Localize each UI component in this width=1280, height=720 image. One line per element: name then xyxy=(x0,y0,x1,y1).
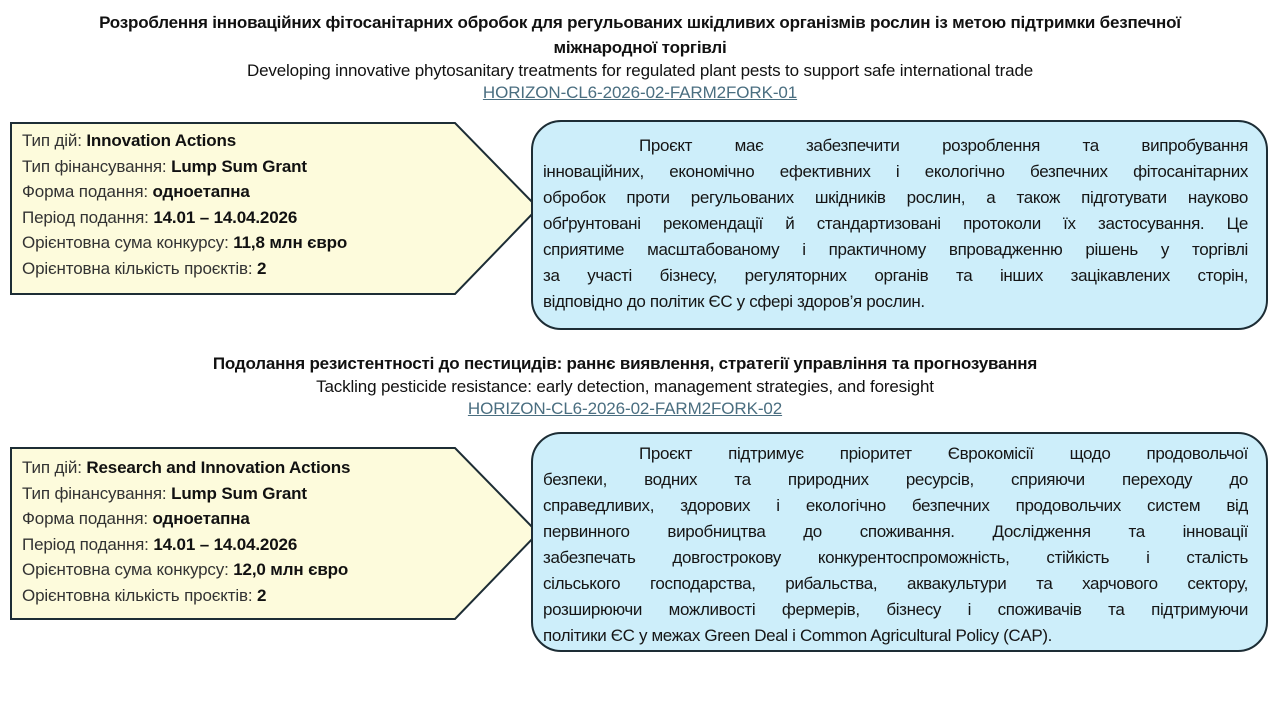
info-row-budget: Орієнтовна сума конкурсу: 12,0 млн євро xyxy=(22,560,349,579)
description-line: Проєкт підтримує пріоритет Єврокомісії щодо продовольчої xyxy=(639,444,1248,463)
description-line: відповідно до політик ЄС у сфері здоров’я рослин. xyxy=(543,292,925,311)
description-line: обробок проти регульованих шкідників рослин, а також підготувати науково xyxy=(543,188,1248,207)
call-2-header xyxy=(0,351,1280,420)
description-line: інноваційних, економічно ефективних і екологічно безпечних фітосанітарних xyxy=(543,162,1248,181)
info-row-funding-type: Тип фінансування: Lump Sum Grant xyxy=(22,156,307,176)
call-1-description xyxy=(531,120,1268,330)
description-line: розширюючи можливості фермерів, бізнесу і споживачів та підтримуючи xyxy=(543,600,1248,619)
call-1-title-en: Developing innovative phytosanitary treatments for regulated plant pests to support safe international trade xyxy=(246,61,1034,80)
description-line: сприятиме масштабованому і практичному впровадженню рішень у торгівлі xyxy=(543,240,1248,259)
description-line: обґрунтовані рекомендації й стандартизовані протоколи їх застосування. Це xyxy=(543,214,1248,233)
call-1-info-box xyxy=(10,122,540,296)
call-2-info-list xyxy=(22,455,350,608)
description-line: Проєкт має забезпечити розроблення та випробування xyxy=(639,136,1248,155)
call-2-id-link[interactable]: HORIZON-CL6-2026-02-FARM2FORK-02 xyxy=(467,399,783,418)
info-row-submission-period: Період подання: 14.01 – 14.04.2026 xyxy=(22,207,298,227)
call-1-title-uk-line-2: міжнародної торгівлі xyxy=(553,38,727,57)
info-row-projects-count: Орієнтовна кількість проєктів: 2 xyxy=(22,585,267,605)
info-row-submission-period: Період подання: 14.01 – 14.04.2026 xyxy=(22,534,298,554)
call-1-header xyxy=(0,10,1280,104)
call-1-info-list xyxy=(22,128,347,281)
call-2-title-uk: Подолання резистентності до пестицидів: раннє виявлення, стратегії управління та прогнозування xyxy=(212,354,1038,373)
info-row-submission-form: Форма подання: одноетапна xyxy=(22,182,250,201)
info-row-action-type: Тип дій: Innovation Actions xyxy=(22,131,237,150)
call-2-title-en: Tackling pesticide resistance: early detection, management strategies, and foresight xyxy=(316,377,934,396)
call-2-description xyxy=(531,432,1268,652)
description-line: справедливих, здорових і екологічно безпечних продовольчих систем від xyxy=(543,496,1248,515)
info-row-submission-form: Форма подання: одноетапна xyxy=(22,509,250,528)
description-line: безпеки, водних та природних ресурсів, сприяючи переходу до xyxy=(543,470,1248,489)
description-line: забезпечать довгострокову конкурентоспроможність, стійкість і сталість xyxy=(543,548,1248,567)
call-1-title-uk-line-1: Розроблення інноваційних фітосанітарних обробок для регульованих шкідливих організмів рослин із метою підтримки безпечної xyxy=(99,13,1181,32)
info-row-budget: Орієнтовна сума конкурсу: 11,8 млн євро xyxy=(22,233,348,252)
info-row-action-type: Тип дій: Research and Innovation Actions xyxy=(22,458,351,477)
call-2-info-box xyxy=(10,447,540,621)
info-row-projects-count: Орієнтовна кількість проєктів: 2 xyxy=(22,258,267,278)
description-line: сільського господарства, рибальства, аквакультури та харчового сектору, xyxy=(543,574,1248,593)
description-line: за участі бізнесу, регуляторних органів та інших зацікавлених сторін, xyxy=(543,266,1248,285)
call-1-id-link[interactable]: HORIZON-CL6-2026-02-FARM2FORK-01 xyxy=(482,83,798,102)
description-line: первинного виробництва до споживання. Дослідження та інновації xyxy=(543,522,1248,541)
info-row-funding-type: Тип фінансування: Lump Sum Grant xyxy=(22,483,307,503)
description-line: політики ЄС у межах Green Deal і Common Agricultural Policy (CAP). xyxy=(543,626,1052,645)
